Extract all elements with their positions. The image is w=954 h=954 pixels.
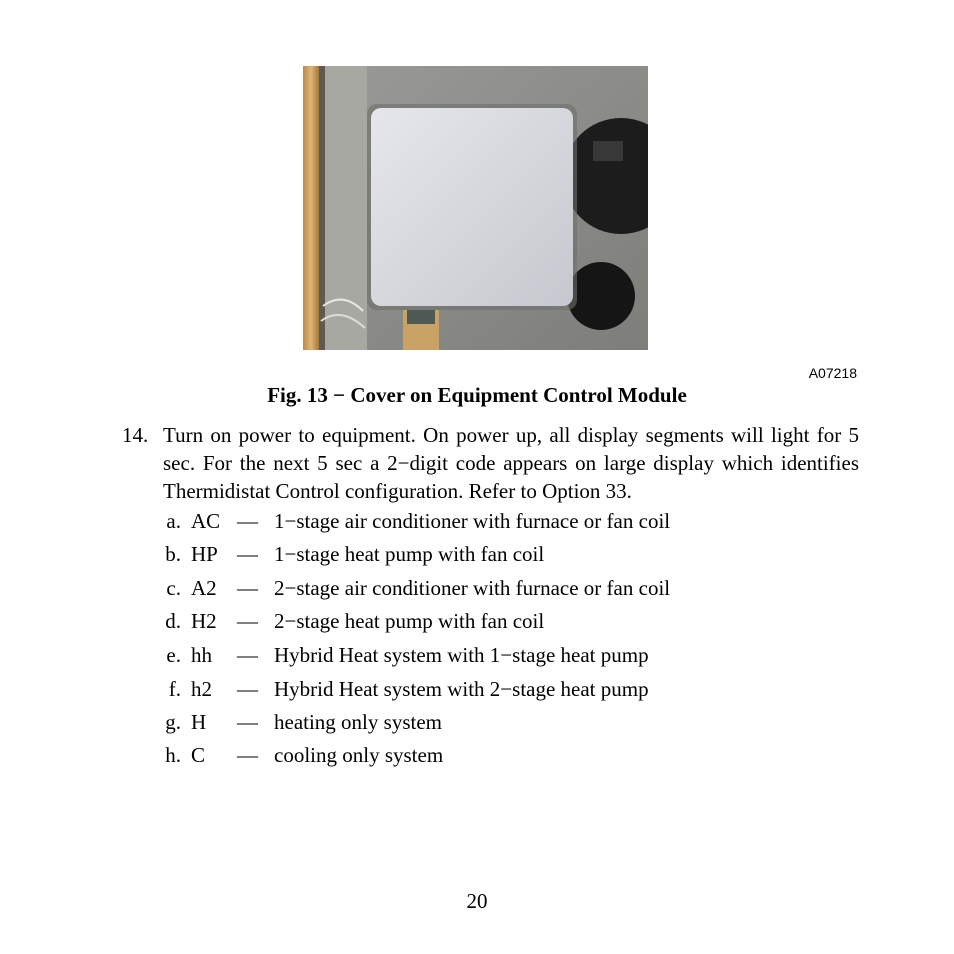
item-letter: f. — [168, 677, 181, 701]
item-code: H — [191, 710, 207, 734]
list-item — [0, 606, 954, 636]
list-item — [0, 506, 954, 536]
item-code: hh — [191, 643, 212, 667]
item-dash: — — [237, 710, 258, 734]
step-text: Turn on power to equipment. On power up, all display segments will light for 5 sec. For the next 5 sec a 2−digit code appears on large display which identifies Thermidistat Control configuration. Refer to Option 33. — [163, 423, 859, 503]
item-code: h2 — [191, 677, 212, 701]
figure-id: A07218 — [808, 365, 857, 381]
item-description: Hybrid Heat system with 1−stage heat pump — [274, 643, 649, 667]
item-letter: h. — [165, 743, 181, 767]
item-code: AC — [191, 509, 221, 533]
item-code: HP — [191, 542, 218, 566]
item-letter: e. — [166, 643, 181, 667]
item-code: H2 — [191, 609, 217, 633]
photo-illustration — [303, 66, 648, 350]
list-item — [0, 740, 954, 770]
item-letter: c. — [166, 576, 181, 600]
item-dash: — — [237, 643, 258, 667]
item-letter: b. — [165, 542, 181, 566]
item-letter: g. — [165, 710, 181, 734]
item-description: heating only system — [274, 710, 442, 734]
item-code: A2 — [191, 576, 217, 600]
item-description: 2−stage heat pump with fan coil — [274, 609, 545, 633]
step-number: 14. — [122, 423, 149, 447]
item-letter: d. — [165, 609, 181, 633]
item-dash: — — [237, 576, 258, 600]
step-14 — [122, 421, 859, 505]
figure-caption: Fig. 13 − Cover on Equipment Control Module — [267, 383, 687, 407]
item-code: C — [191, 743, 206, 767]
item-description: 1−stage heat pump with fan coil — [274, 542, 545, 566]
list-item — [0, 573, 954, 603]
page-number: 20 — [466, 889, 488, 913]
list-item — [0, 707, 954, 737]
item-description: Hybrid Heat system with 2−stage heat pump — [274, 677, 649, 701]
item-dash: — — [237, 609, 258, 633]
item-description: 2−stage air conditioner with furnace or fan coil — [274, 576, 671, 600]
equipment-control-module-photo — [303, 66, 648, 350]
list-item — [0, 674, 954, 704]
item-dash: — — [237, 743, 258, 767]
item-description: 1−stage air conditioner with furnace or fan coil — [274, 509, 671, 533]
item-description: cooling only system — [274, 743, 444, 767]
item-letter: a. — [166, 509, 181, 533]
list-item — [0, 539, 954, 569]
item-dash: — — [237, 542, 258, 566]
list-item — [0, 640, 954, 670]
item-dash: — — [237, 509, 258, 533]
item-dash: — — [237, 677, 258, 701]
